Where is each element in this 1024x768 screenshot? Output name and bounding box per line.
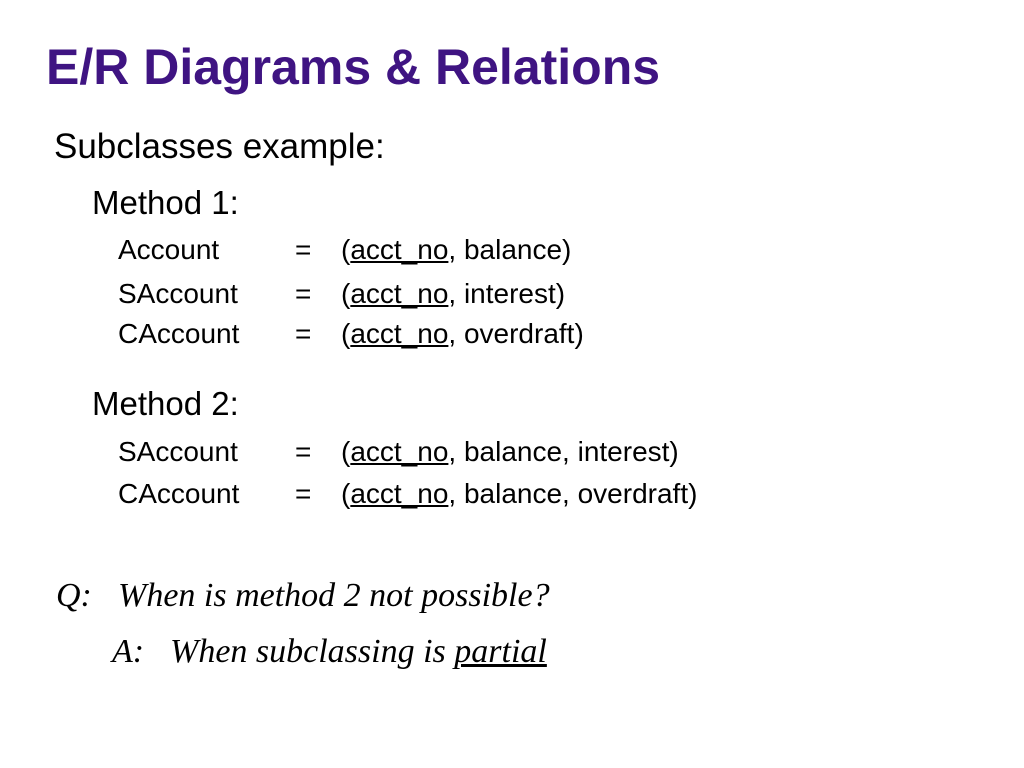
remaining-attributes: , balance, interest): [448, 436, 679, 467]
equals-sign: =: [295, 318, 312, 349]
equals-sign: =: [295, 478, 312, 509]
remaining-attributes: , balance): [448, 234, 572, 265]
primary-key: acct_no: [350, 436, 449, 467]
relation-attributes: [341, 480, 697, 508]
relation-attributes: [341, 438, 679, 466]
remaining-attributes: , balance, overdraft): [448, 478, 698, 509]
equals-sign: =: [295, 234, 312, 265]
section-heading: Subclasses example:: [54, 127, 385, 166]
equals-sign: =: [295, 278, 312, 309]
answer-line: [112, 635, 547, 669]
method-2-heading: Method 2:: [92, 385, 239, 422]
relation-name: SAccount: [118, 278, 238, 309]
open-paren: (: [341, 234, 351, 265]
slide-title: E/R Diagrams & Relations: [46, 39, 661, 95]
relation-name: SAccount: [118, 436, 238, 467]
relation-name: Account: [118, 234, 220, 265]
primary-key: acct_no: [350, 278, 449, 309]
relation-attributes: [341, 236, 571, 264]
open-paren: (: [341, 318, 351, 349]
answer-text: When subclassing is: [170, 633, 455, 670]
question-line: [56, 579, 550, 613]
answer-emphasis: partial: [454, 633, 547, 670]
relation-name: CAccount: [118, 478, 240, 509]
question-text: When is method 2 not possible?: [118, 577, 550, 614]
primary-key: acct_no: [350, 478, 449, 509]
primary-key: acct_no: [350, 234, 449, 265]
relation-attributes: [341, 320, 584, 348]
open-paren: (: [341, 478, 351, 509]
answer-tag: A:: [112, 633, 145, 670]
open-paren: (: [341, 436, 351, 467]
relation-attributes: [341, 280, 565, 308]
remaining-attributes: , interest): [448, 278, 566, 309]
question-tag: Q:: [56, 577, 92, 614]
equals-sign: =: [295, 436, 312, 467]
remaining-attributes: , overdraft): [448, 318, 584, 349]
primary-key: acct_no: [350, 318, 449, 349]
open-paren: (: [341, 278, 351, 309]
method-1-heading: Method 1:: [92, 184, 239, 221]
relation-name: CAccount: [118, 318, 240, 349]
